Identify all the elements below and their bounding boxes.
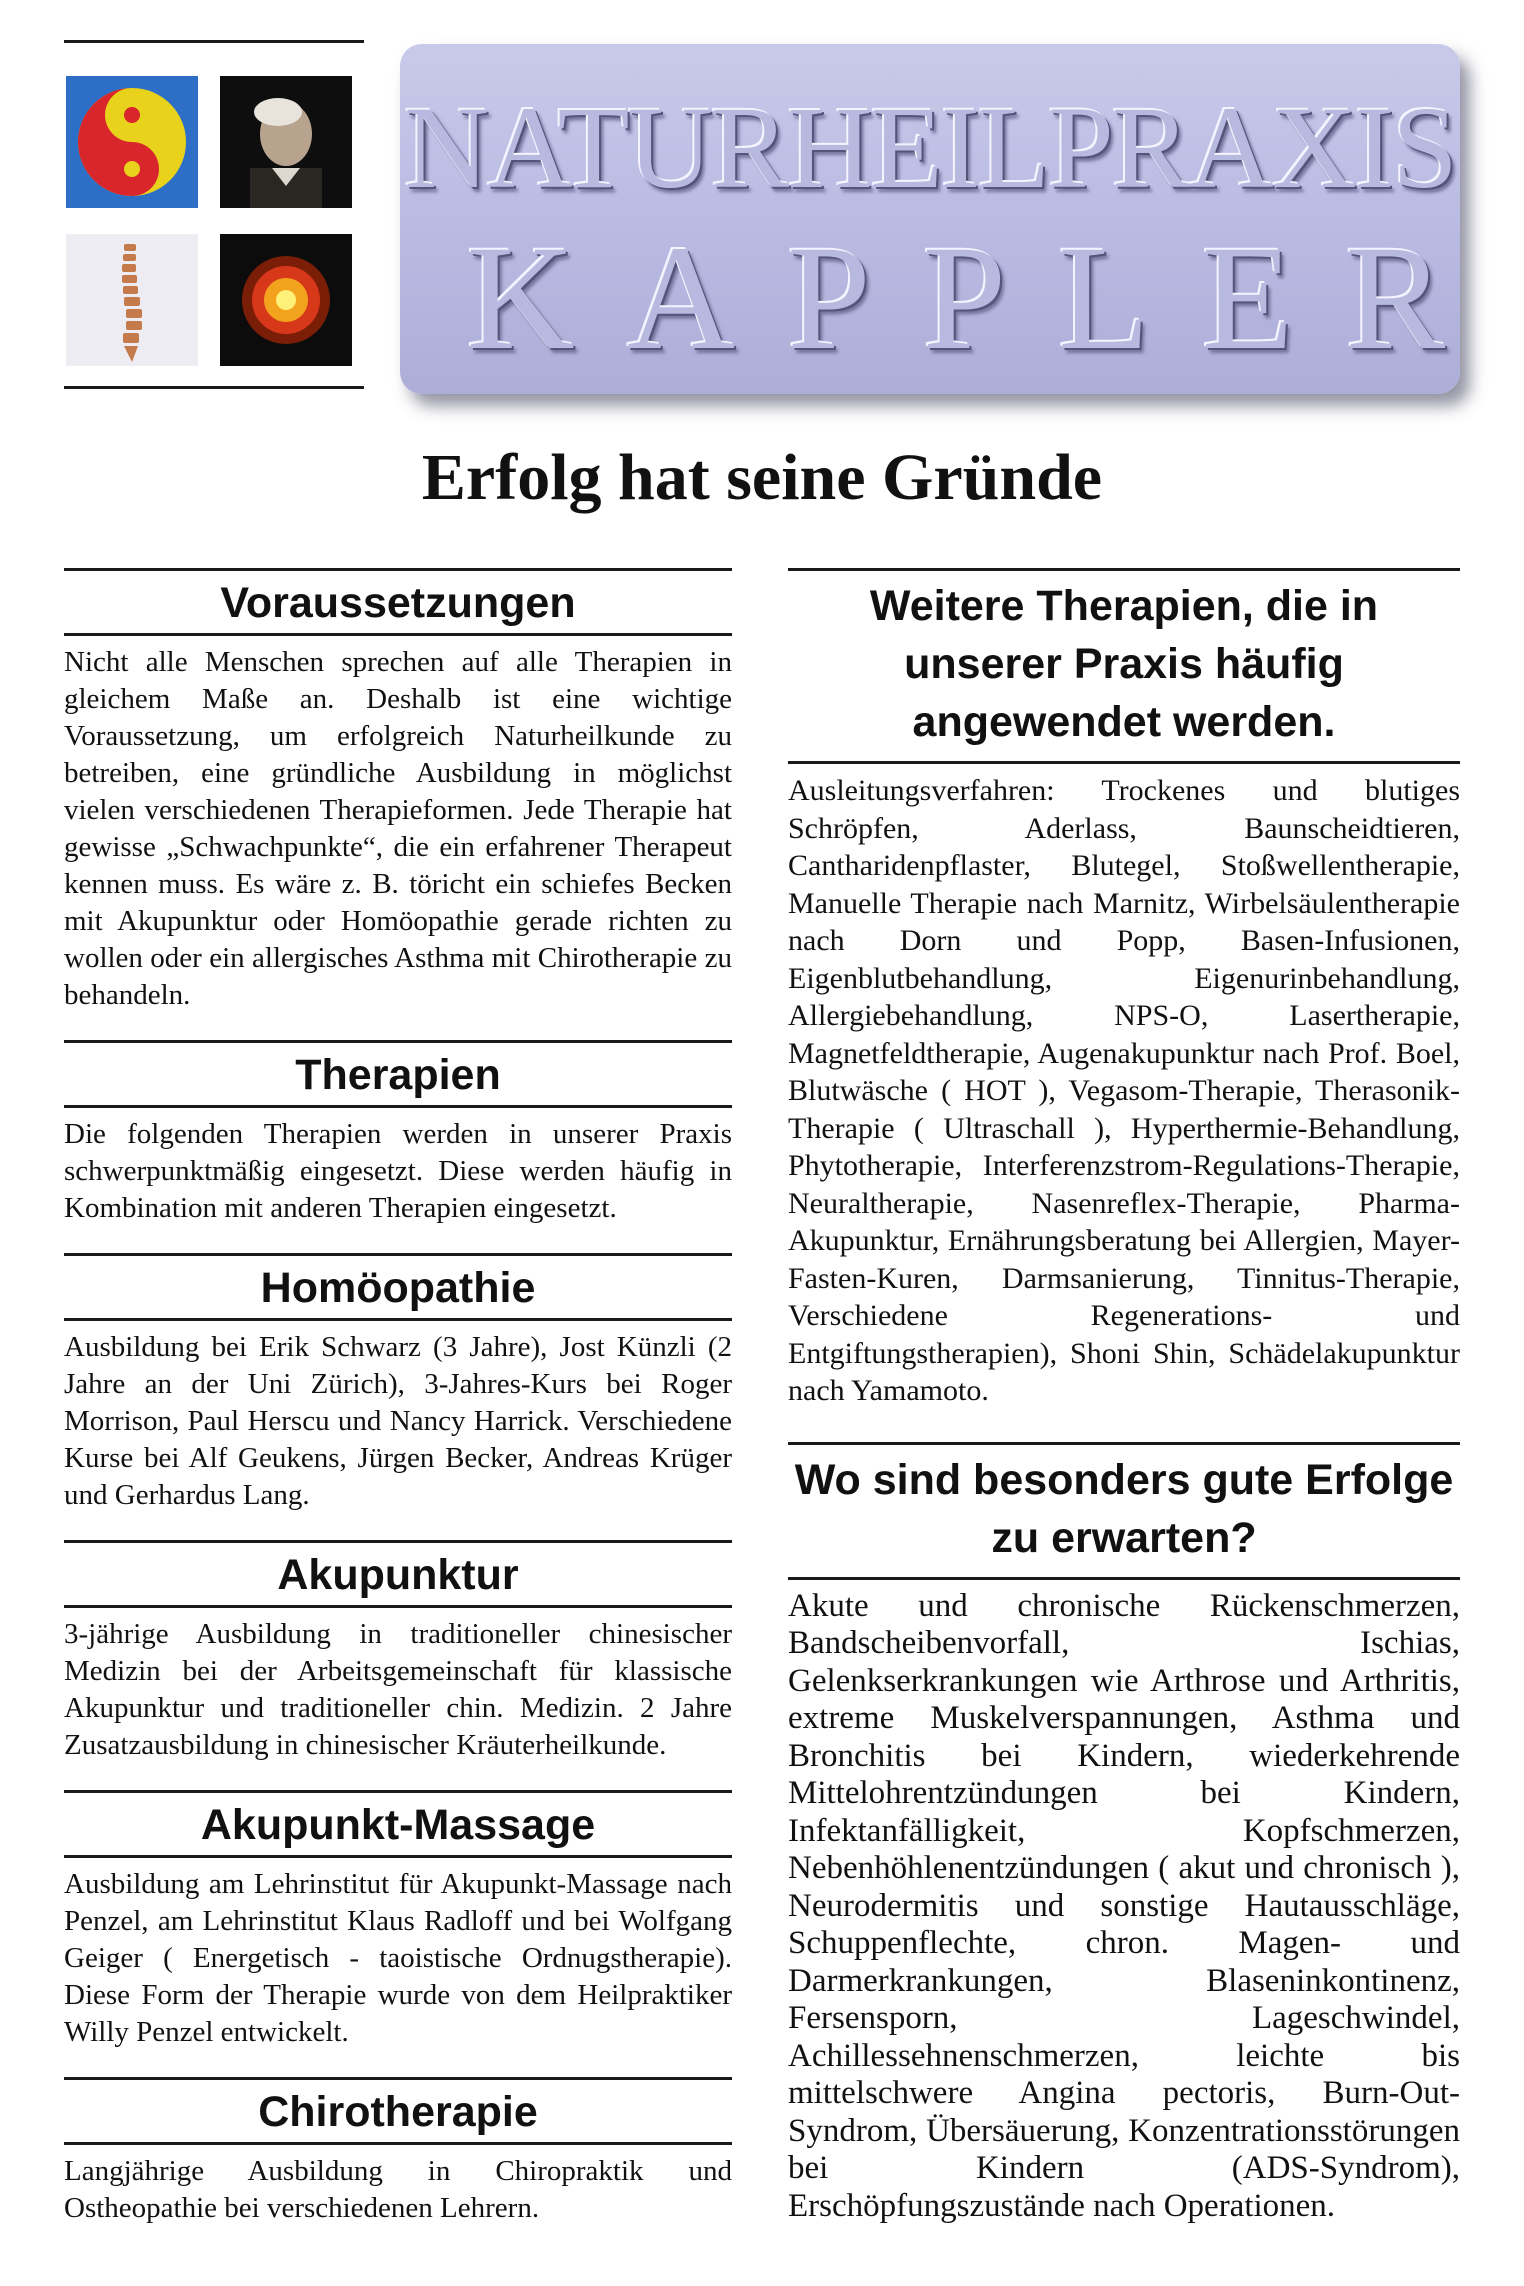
section-text: Akute und chronische Rückenschmerzen, Bandscheibenvorfall, Ischias, Gelenkserkrankungen wie Arthrose und Arthritis, extreme Muskelverspannungen, Asthma und Bronchitis bei Kindern, wiederkehrende Mittelohrentzündungen bei Kindern, Infektanfälligkeit, Kopfschmerzen, Nebenhöhlenentzündungen ( akut und chronisch ), Neurodermitis und sonstige Hautausschläge, Schuppenflechte, chron. Magen- und Darmerkrankungen, Blaseninkontinenz, Fersensporn, Lageschwindel, Achillessehnenschmerzen, leichte bis mittelschwere Angina pectoris, Burn-Out-Syndrom, Übersäuerung, Konzentrationsstörungen bei Kindern (ADS-Syndrom), Erschöpfungszustände nach Operationen. xyxy=(788,1587,1460,2224)
banner-name: KAPPLER xyxy=(466,215,1498,381)
header-rule-bottom xyxy=(64,386,364,389)
section-text: 3-jährige Ausbildung in traditioneller chinesischer Medizin bei der Arbeitsgemeinschaft für klassische Akupunktur und traditioneller chin. Medizin. 2 Jahre Zusatzausbildung in chinesischer Kräuterheilkunde. xyxy=(64,1618,732,1761)
section-text: Ausbildung am Lehrinstitut für Akupunkt-Massage nach Penzel, am Lehrinstitut Klaus Radloff und bei Wolfgang Geiger ( Energetisch - taoistische Ordnugstherapie). Diese Form der Therapie wurde von dem Heilpraktiker Willy Penzel entwickelt. xyxy=(64,1868,732,2048)
section-akupunkt-massage xyxy=(64,1790,732,2051)
hahnemann-portrait xyxy=(220,76,352,208)
section-heading: Akupunkt-Massage xyxy=(64,1790,732,1858)
header-rule-top xyxy=(64,40,364,43)
section-akupunktur xyxy=(64,1540,732,1764)
section-heading: Homöopathie xyxy=(64,1253,732,1321)
page-title: Erfolg hat seine Gründe xyxy=(421,441,1103,514)
section-voraussetzungen xyxy=(64,568,732,1014)
section-heading: Akupunktur xyxy=(64,1540,732,1608)
section-weitere-therapien xyxy=(788,568,1460,1410)
section-text: Langjährige Ausbildung in Chiropraktik und Ostheopathie bei verschiedenen Lehrern. xyxy=(64,2155,732,2224)
section-homoeopathie xyxy=(64,1253,732,1514)
section-text: Nicht alle Menschen sprechen auf alle Therapien in gleichem Maße an. Deshalb ist eine wichtige Voraussetzung, um erfolgreich Naturheilkunde zu betreiben, eine gründliche Ausbildung in möglichst vielen verschiedenen Therapieformen. Jede Therapie hat gewisse „Schwachpunkte“, die ein erfahrener Therapeut kennen muss. Es wäre z. B. töricht ein schiefes Becken mit Akupunktur oder Homöopathie gerade richten zu wollen oder ein allergisches Asthma mit Chirotherapie zu behandeln. xyxy=(64,646,732,1011)
banner-title: NATURHEILPRAXIS xyxy=(404,82,1456,213)
spine-icon xyxy=(66,234,198,366)
left-column xyxy=(64,568,732,2227)
section-therapien xyxy=(64,1040,732,1227)
section-heading: Therapien xyxy=(64,1040,732,1108)
section-text: Ausbildung bei Erik Schwarz (3 Jahre), Jost Künzli (2 Jahre an der Uni Zürich), 3-Jahres-Kurs bei Roger Morrison, Paul Herscu und Nancy Harrick. Verschiedene Kurse bei Alf Geukens, Jürgen Becker, Andreas Krüger und Gerhardus Lang. xyxy=(64,1331,732,1511)
section-heading: Wo sind besonders gute Erfolge zu erwarten? xyxy=(788,1442,1460,1580)
sun-icon xyxy=(220,234,352,366)
section-heading: Weitere Therapien, die in unserer Praxis häufig angewendet werden. xyxy=(788,568,1460,764)
section-chirotherapie xyxy=(64,2077,732,2227)
section-heading: Voraussetzungen xyxy=(64,568,732,636)
section-erfolge xyxy=(788,1442,1460,2226)
section-text: Die folgenden Therapien werden in unserer Praxis schwerpunktmäßig eingesetzt. Diese werden häufig in Kombination mit anderen Therapien eingesetzt. xyxy=(64,1118,732,1224)
right-column xyxy=(788,568,1460,2225)
yin-yang-icon xyxy=(66,76,198,208)
section-text: Ausleitungsverfahren: Trockenes und blutiges Schröpfen, Aderlass, Baunscheidtieren, Cantharidenpflaster, Blutegel, Stoßwellentherapie, Manuelle Therapie nach Marnitz, Wirbelsäulentherapie nach Dorn und Popp, Basen-Infusionen, Eigenblutbehandlung, Eigenurinbehandlung, Allergiebehandlung, NPS-O, Lasertherapie, Magnetfeldtherapie, Augenakupunktur nach Prof. Boel, Blutwäsche ( HOT ), Vegasom-Therapie, Therasonik-Therapie ( Ultraschall ), Hyperthermie-Behandlung, Phytotherapie, Interferenzstrom-Regulations-Therapie, Neuraltherapie, Nasenreflex-Therapie, Pharma-Akupunktur, Ernährungsberatung bei Allergien, Mayer-Fasten-Kuren, Darmsanierung, Tinnitus-Therapie, Verschiedene Regenerations- und Entgiftungstherapien), Shoni Shin, Schädelakupunktur nach Yamamoto. xyxy=(788,774,1460,1407)
practice-banner xyxy=(400,44,1498,394)
section-heading: Chirotherapie xyxy=(64,2077,732,2145)
